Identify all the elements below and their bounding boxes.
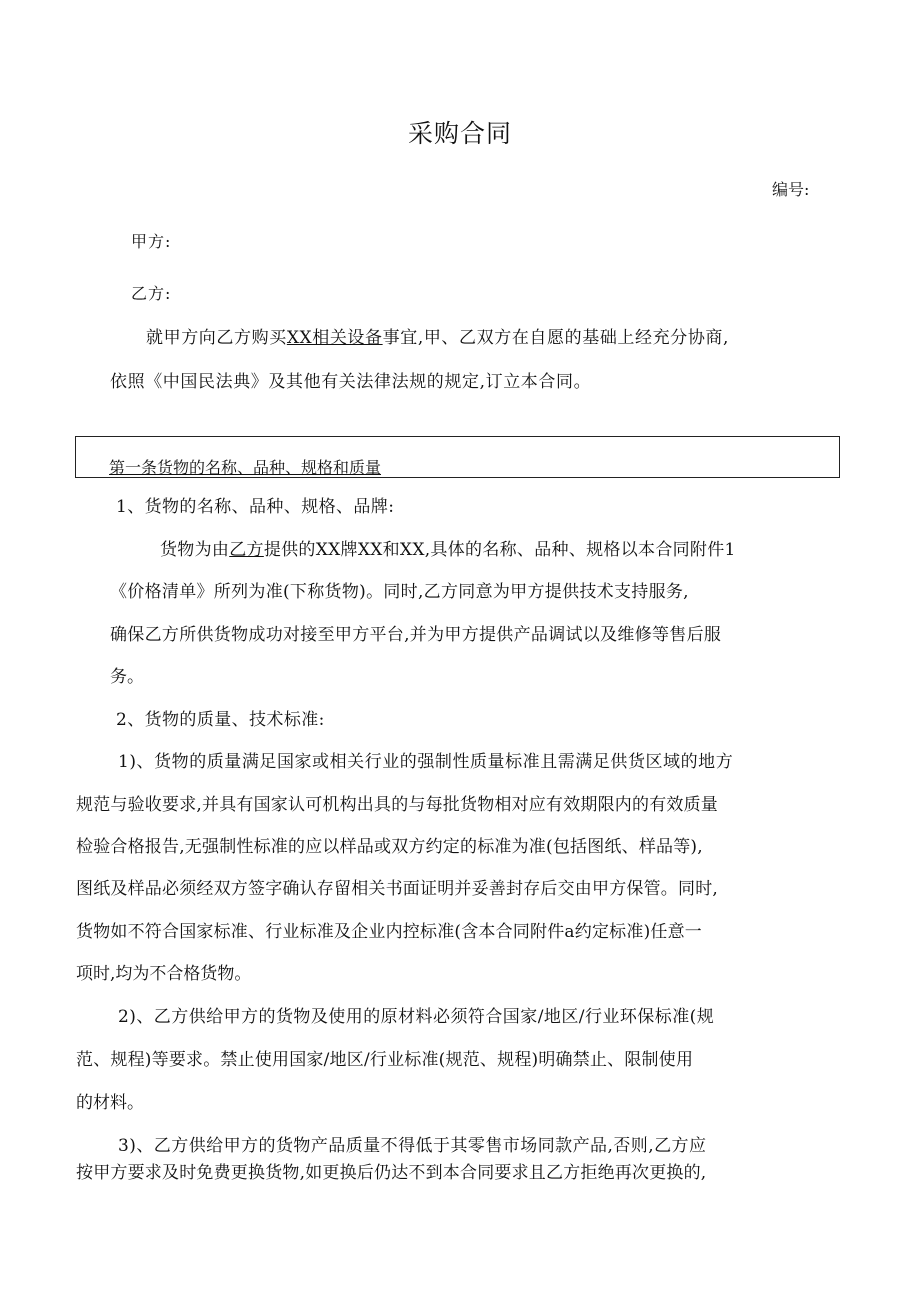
document-title: 采购合同 <box>407 119 512 148</box>
item-1-line-1 <box>160 540 920 560</box>
party-b-label: 乙方: <box>131 284 172 303</box>
item-1-text: 提供的XX牌XX和XX,具体的名称、品种、规格以本合同附件1 <box>263 540 736 560</box>
item-1-line-3: 确保乙方所供货物成功对接至甲方平台,并为甲方提供产品调试以及维修等售后服 <box>110 625 722 645</box>
clause-1-line: 项时,均为不合格货物。 <box>76 964 252 984</box>
intro-line-2: 依照《中国民法典》及其他有关法律法规的规定,订立本合同。 <box>110 372 592 392</box>
clause-2-line: 2)、乙方供给甲方的货物及使用的原材料必须符合国家/地区/行业环保标准(规 <box>118 1007 715 1027</box>
intro-underlined-goods: XX相关设备 <box>286 328 383 348</box>
clause-3-line: 按甲方要求及时免费更换货物,如更换后仍达不到本合同要求且乙方拒绝再次更换的, <box>76 1163 707 1183</box>
clause-1-line: 图纸及样品必须经双方签字确认存留相关书面证明并妥善封存后交由甲方保管。同时, <box>76 879 719 899</box>
intro-text: 就甲方向乙方购买 <box>146 328 287 348</box>
intro-line-1 <box>146 328 916 348</box>
contract-number-label: 编号: <box>772 180 810 199</box>
clause-2-line: 的材料。 <box>76 1093 144 1113</box>
item-2-heading: 2、货物的质量、技术标准: <box>116 710 325 730</box>
clause-3-line: 3)、乙方供给甲方的货物产品质量不得低于其零售市场同款产品,否则,乙方应 <box>118 1136 707 1156</box>
clause-1-line: 规范与验收要求,并具有国家认可机构出具的与每批货物相对应有效期限内的有效质量 <box>76 795 719 815</box>
party-a-label: 甲方: <box>131 232 172 251</box>
clause-1-line: 1)、货物的质量满足国家或相关行业的强制性质量标准且需满足供货区域的地方 <box>118 752 734 772</box>
item-1-underlined-party: 乙方 <box>229 540 264 560</box>
clause-1-line: 检验合格报告,无强制性标准的应以样品或双方约定的标准为准(包括图纸、样品等), <box>76 837 703 857</box>
item-1-line-2: 《价格清单》所列为准(下称货物)。同时,乙方同意为甲方提供技术支持服务, <box>110 582 689 602</box>
section-heading-box <box>75 436 840 478</box>
item-1-text: 货物为由 <box>160 540 230 560</box>
item-1-heading: 1、货物的名称、品种、规格、品牌: <box>116 497 395 517</box>
section-1-title: 第一条货物的名称、品种、规格和质量 <box>109 458 382 477</box>
item-1-line-4: 务。 <box>110 667 144 687</box>
intro-text: 事宜,甲、乙双方在自愿的基础上经充分协商, <box>382 328 730 348</box>
clause-2-line: 范、规程)等要求。禁止使用国家/地区/行业标准(规范、规程)明确禁止、限制使用 <box>76 1050 694 1070</box>
clause-1-line: 货物如不符合国家标准、行业标准及企业内控标准(含本合同附件a约定标准)任意一 <box>76 922 702 942</box>
